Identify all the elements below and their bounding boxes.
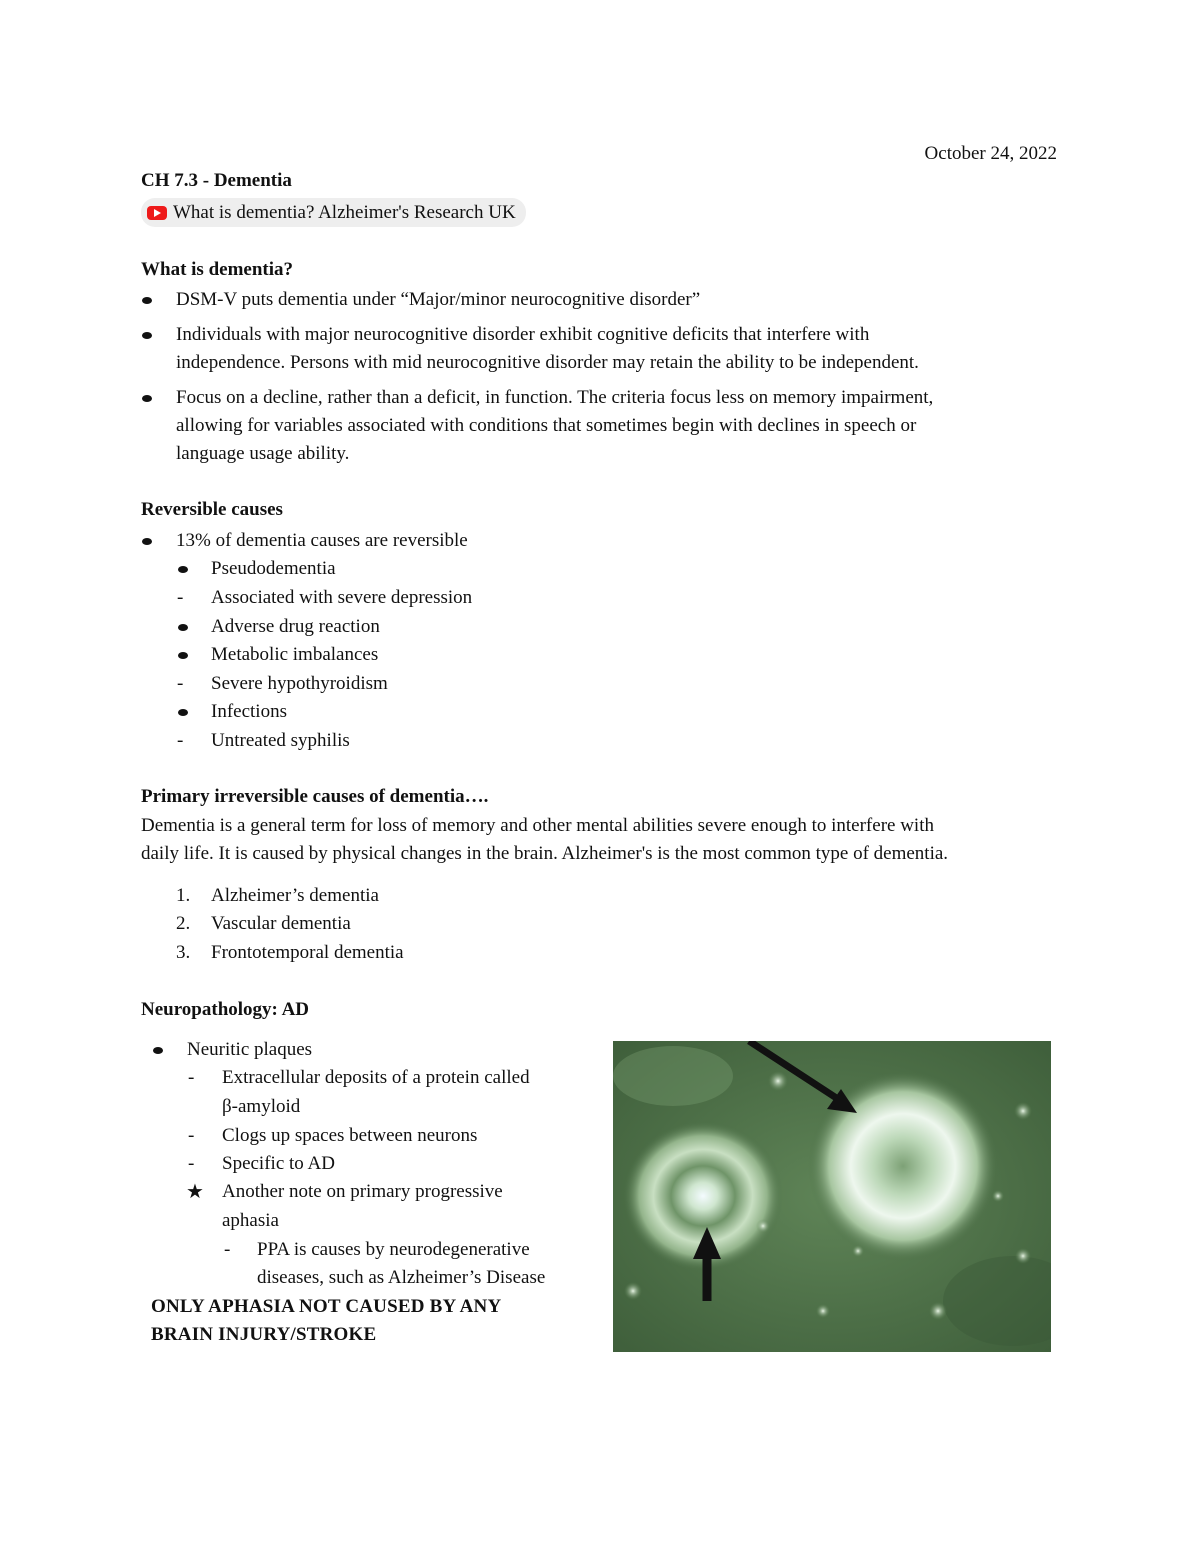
section-heading-what-is: What is dementia? — [141, 259, 293, 280]
list-item: Infections — [211, 701, 287, 722]
list-item: Extracellular deposits of a protein called — [222, 1067, 530, 1088]
list-item: 13% of dementia causes are reversible — [176, 530, 468, 551]
list-item: Individuals with major neurocognitive disorder exhibit cognitive deficits that interfere with — [176, 324, 870, 345]
bullet-icon — [153, 1047, 163, 1054]
list-item: Untreated syphilis — [211, 730, 350, 751]
video-link-label: What is dementia? Alzheimer's Research UK — [173, 201, 516, 223]
list-item: Adverse drug reaction — [211, 616, 380, 637]
dash-marker: - — [224, 1239, 231, 1260]
bullet-icon — [178, 566, 188, 573]
list-item-continued: diseases, such as Alzheimer’s Disease — [257, 1267, 546, 1288]
bullet-icon — [178, 709, 188, 716]
section-heading-primary: Primary irreversible causes of dementia…. — [141, 786, 489, 807]
list-item: Metabolic imbalances — [211, 644, 379, 665]
bullet-icon — [142, 395, 152, 402]
list-number: 1. — [176, 885, 191, 906]
list-item-continued: independence. Persons with mid neurocognitive disorder may retain the ability to be independent. — [176, 352, 919, 373]
list-item: Severe hypothyroidism — [211, 673, 388, 694]
list-number: 2. — [176, 913, 191, 934]
section-heading-neuropathology: Neuropathology: AD — [141, 999, 310, 1020]
list-item: Frontotemporal dementia — [211, 942, 404, 963]
list-item: Focus on a decline, rather than a deficit, in function. The criteria focus less on memory impairment, — [176, 387, 934, 408]
bullet-icon — [178, 652, 188, 659]
list-item: DSM-V puts dementia under “Major/minor neurocognitive disorder” — [176, 289, 701, 310]
bullet-icon — [142, 332, 152, 339]
bullet-icon — [142, 297, 152, 304]
bullet-icon — [178, 624, 188, 631]
list-item: Clogs up spaces between neurons — [222, 1125, 478, 1146]
list-item-continued: β-amyloid — [222, 1096, 301, 1117]
dash-marker: - — [177, 730, 184, 751]
list-number: 3. — [176, 942, 191, 963]
dash-marker: - — [188, 1067, 195, 1088]
list-item: Alzheimer’s dementia — [211, 885, 379, 906]
video-link-chip[interactable] — [141, 198, 526, 227]
document-date: October 24, 2022 — [924, 143, 1057, 164]
list-item: Another note on primary progressive — [222, 1181, 503, 1202]
bullet-icon — [142, 538, 152, 545]
paragraph-line: Dementia is a general term for loss of memory and other mental abilities severe enough to interfere with — [141, 815, 934, 836]
dash-marker: - — [188, 1153, 195, 1174]
youtube-icon — [147, 206, 167, 220]
list-item-continued: aphasia — [222, 1210, 279, 1231]
star-icon: ★ — [186, 1181, 204, 1203]
emphasis-note: BRAIN INJURY/STROKE — [151, 1324, 377, 1345]
dash-marker: - — [177, 587, 184, 608]
page-title: CH 7.3 - Dementia — [141, 170, 292, 191]
list-item: Vascular dementia — [211, 913, 351, 934]
list-item: Neuritic plaques — [187, 1039, 313, 1060]
list-item: PPA is causes by neurodegenerative — [257, 1239, 530, 1260]
emphasis-note: ONLY APHASIA NOT CAUSED BY ANY — [151, 1296, 502, 1317]
neuritic-plaque-micrograph — [613, 1041, 1051, 1352]
dash-marker: - — [188, 1125, 195, 1146]
dash-marker: - — [177, 673, 184, 694]
list-item: Pseudodementia — [211, 558, 336, 579]
paragraph-line: daily life. It is caused by physical changes in the brain. Alzheimer's is the most common type of dementia. — [141, 843, 949, 864]
section-heading-reversible: Reversible causes — [141, 499, 283, 520]
list-item: Specific to AD — [222, 1153, 335, 1174]
list-item-continued: language usage ability. — [176, 443, 350, 464]
list-item: Associated with severe depression — [211, 587, 473, 608]
list-item-continued: allowing for variables associated with conditions that sometimes begin with declines in speech or — [176, 415, 917, 436]
